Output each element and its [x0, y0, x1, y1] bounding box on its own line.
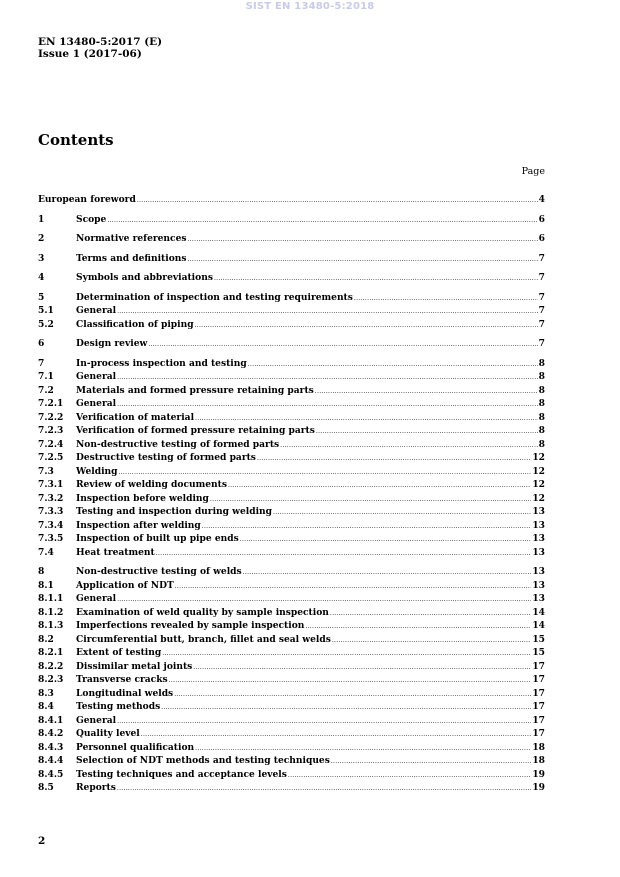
- toc-entry-number: 8.2: [38, 633, 54, 645]
- dot-leader: [210, 493, 531, 507]
- toc-entry-number: 7.3.2: [38, 492, 64, 504]
- page-column-label: Page: [521, 166, 545, 177]
- toc-entry-title[interactable]: Testing techniques and acceptance levels: [76, 768, 287, 780]
- toc-entry-number: 7.2.2: [38, 411, 64, 423]
- toc-entry[interactable]: [38, 384, 545, 398]
- toc-entry-page: 13: [532, 579, 545, 591]
- toc-entry-title[interactable]: Testing and inspection during welding: [76, 506, 273, 517]
- toc-entry-line: [76, 660, 545, 675]
- toc-entry-line: [76, 700, 545, 715]
- toc-entry-page: 17: [532, 701, 545, 712]
- table-of-contents: [38, 193, 545, 795]
- toc-entry-page: 13: [532, 566, 545, 577]
- toc-entry-line: [76, 754, 545, 769]
- toc-entry-title[interactable]: Testing methods: [76, 701, 161, 712]
- toc-entry-title[interactable]: Extent of testing: [76, 647, 162, 658]
- toc-entry-page: 7: [538, 291, 545, 303]
- dot-leader: [188, 253, 538, 267]
- toc-entry[interactable]: [38, 397, 545, 411]
- toc-entry[interactable]: [38, 424, 545, 438]
- toc-entry-page: 8: [538, 425, 545, 436]
- toc-entry-page: 18: [532, 741, 545, 753]
- toc-entry-line: [76, 384, 545, 399]
- toc-entry-line: [76, 438, 545, 453]
- toc-entry-title[interactable]: General: [76, 398, 117, 409]
- toc-entry-number: 8.1.2: [38, 606, 64, 618]
- toc-entry-line: [76, 781, 545, 796]
- toc-entry[interactable]: [38, 465, 545, 479]
- toc-entry-number: 7.4: [38, 546, 54, 558]
- toc-entry-title[interactable]: General: [76, 714, 117, 726]
- dot-leader: [193, 661, 531, 675]
- dot-leader: [107, 214, 537, 228]
- dot-leader: [280, 439, 538, 453]
- toc-entry-line: [76, 579, 545, 594]
- toc-entry-number: 7.3.4: [38, 519, 64, 531]
- toc-entry-line: [76, 741, 545, 756]
- toc-entry-line: [76, 546, 545, 561]
- toc-entry[interactable]: [38, 451, 545, 465]
- dot-leader: [187, 233, 537, 247]
- toc-entry-page: 17: [532, 660, 545, 672]
- toc-entry-number: 6: [38, 338, 45, 349]
- toc-entry-title[interactable]: In-process inspection and testing: [76, 357, 247, 369]
- toc-entry[interactable]: [38, 768, 545, 782]
- toc-entry-line: [76, 252, 545, 267]
- dot-leader: [137, 194, 538, 208]
- toc-entry-page: 19: [532, 782, 545, 793]
- toc-entry-page: 7: [538, 272, 545, 283]
- toc-entry-page: 17: [532, 687, 545, 699]
- toc-entry-number: 8.4.5: [38, 768, 64, 780]
- toc-entry-number: 8.1: [38, 579, 54, 591]
- toc-entry-line: [76, 727, 545, 742]
- toc-entry-number: 8.2.2: [38, 660, 64, 672]
- toc-entry-title[interactable]: Quality level: [76, 728, 140, 739]
- toc-entry-line: [76, 687, 545, 702]
- toc-entry-number: 7.2.4: [38, 438, 64, 450]
- toc-entry-title[interactable]: Heat treatment: [76, 546, 155, 558]
- toc-entry-title[interactable]: Transverse cracks: [76, 674, 168, 685]
- toc-entry[interactable]: [38, 519, 545, 533]
- toc-entry-page: 8: [538, 411, 545, 423]
- toc-entry[interactable]: [38, 741, 545, 755]
- toc-entry-page: 8: [538, 371, 545, 382]
- footer-page-number: 2: [38, 835, 46, 847]
- toc-entry-title[interactable]: Reports: [76, 782, 116, 793]
- toc-entry-number: 4: [38, 272, 45, 283]
- dot-leader: [243, 566, 532, 580]
- toc-entry-title[interactable]: Examination of weld quality by sample inspection: [76, 606, 329, 618]
- toc-entry[interactable]: [38, 714, 545, 728]
- toc-entry-page: 13: [532, 546, 545, 558]
- dot-leader: [117, 305, 538, 319]
- dot-leader: [119, 466, 532, 480]
- toc-entry-title[interactable]: Dissimilar metal joints: [76, 660, 193, 672]
- toc-entry[interactable]: [38, 304, 545, 318]
- toc-entry-page: 7: [538, 252, 545, 264]
- toc-entry-title[interactable]: Destructive testing of formed parts: [76, 452, 256, 463]
- toc-entry-line: [76, 232, 545, 247]
- document-header: [38, 36, 162, 60]
- toc-entry-number: 7.2.5: [38, 452, 64, 463]
- toc-entry-title[interactable]: Personnel qualification: [76, 741, 195, 753]
- toc-entry-number: 7.3.5: [38, 533, 64, 544]
- toc-entry[interactable]: [38, 213, 545, 227]
- toc-entry-title[interactable]: General: [76, 305, 117, 316]
- toc-entry-page: 12: [532, 465, 545, 477]
- toc-entry-number: 8.4.4: [38, 755, 64, 766]
- toc-entry[interactable]: [38, 781, 545, 795]
- dot-leader: [305, 620, 531, 634]
- toc-entry-number: 8.4.2: [38, 728, 64, 739]
- toc-entry-title[interactable]: Application of NDT: [76, 579, 174, 591]
- toc-entry-page: 14: [532, 620, 545, 631]
- toc-entry[interactable]: [38, 478, 545, 492]
- dot-leader: [169, 674, 532, 688]
- dot-leader: [148, 338, 537, 352]
- dot-leader: [202, 520, 532, 534]
- toc-entry-line: [76, 478, 545, 493]
- toc-entry-line: [76, 397, 545, 412]
- toc-entry-line: [76, 411, 545, 426]
- toc-entry-line: [76, 291, 545, 306]
- toc-entry-line: [76, 646, 545, 661]
- toc-entry-page: 13: [532, 506, 545, 517]
- dot-leader: [331, 755, 532, 769]
- toc-entry-page: 13: [532, 519, 545, 531]
- toc-entry-line: [76, 565, 545, 580]
- dot-leader: [195, 412, 538, 426]
- dot-leader: [175, 580, 532, 594]
- toc-entry-title[interactable]: Inspection after welding: [76, 519, 201, 531]
- toc-entry-number: 8: [38, 566, 45, 577]
- toc-entry[interactable]: [38, 727, 545, 741]
- toc-entry-title[interactable]: Symbols and abbreviations: [76, 272, 213, 283]
- toc-entry-page: 17: [532, 674, 545, 685]
- toc-entry-title[interactable]: General: [76, 593, 117, 604]
- toc-entry-title[interactable]: Non-destructive testing of welds: [76, 566, 242, 577]
- dot-leader: [161, 701, 531, 715]
- dot-leader: [332, 634, 532, 648]
- toc-entry-page: 7: [538, 305, 545, 316]
- toc-entry-number: 8.3: [38, 687, 54, 699]
- toc-entry-page: 6: [538, 213, 545, 225]
- toc-entry[interactable]: [38, 532, 545, 546]
- toc-entry[interactable]: [38, 318, 545, 332]
- toc-entry-page: 13: [532, 533, 545, 544]
- toc-entry-number: 2: [38, 233, 45, 244]
- toc-entry-title[interactable]: General: [76, 371, 117, 382]
- toc-entry-number: 5.2: [38, 318, 54, 330]
- toc-entry-line: [76, 370, 545, 385]
- toc-entry[interactable]: [38, 252, 545, 266]
- toc-entry-number: 3: [38, 252, 45, 264]
- dot-leader: [257, 452, 531, 466]
- toc-entry-page: 8: [538, 357, 545, 369]
- toc-entry-line: [76, 424, 545, 439]
- toc-entry-line: [76, 304, 545, 319]
- dot-leader: [240, 533, 532, 547]
- toc-entry-line: [76, 592, 545, 607]
- toc-entry-title[interactable]: Inspection of built up pipe ends: [76, 533, 239, 544]
- toc-entry-line: [76, 619, 545, 634]
- toc-entry-title[interactable]: Design review: [76, 338, 148, 349]
- toc-entry-line: [76, 505, 545, 520]
- toc-entry-line: [76, 357, 545, 372]
- toc-entry[interactable]: [38, 579, 545, 593]
- toc-entry-page: 7: [538, 318, 545, 330]
- toc-entry-title[interactable]: Normative references: [76, 233, 187, 244]
- toc-entry-page: 19: [532, 768, 545, 780]
- toc-entry-number: 5.1: [38, 305, 54, 316]
- toc-entry-line: [76, 213, 545, 228]
- dot-leader: [273, 506, 531, 520]
- toc-entry[interactable]: [38, 271, 545, 285]
- toc-entry-number: 7.2.1: [38, 398, 64, 409]
- toc-entry[interactable]: [38, 633, 545, 647]
- toc-entry-title[interactable]: Review of welding documents: [76, 479, 227, 490]
- dot-leader: [117, 715, 531, 729]
- toc-entry[interactable]: [38, 411, 545, 425]
- toc-entry-page: 17: [532, 728, 545, 739]
- toc-entry-page: 12: [532, 492, 545, 504]
- toc-entry-line: [76, 606, 545, 621]
- toc-entry[interactable]: [38, 291, 545, 305]
- toc-entry-number: 7: [38, 357, 45, 369]
- toc-entry-page: 8: [538, 438, 545, 450]
- dot-leader: [117, 593, 531, 607]
- toc-entry-page: 14: [532, 606, 545, 618]
- dot-leader: [330, 607, 531, 621]
- toc-entry-line: [76, 673, 545, 688]
- toc-entry[interactable]: [38, 505, 545, 519]
- toc-entry[interactable]: [38, 606, 545, 620]
- toc-entry-page: 4: [538, 194, 545, 205]
- dot-leader: [248, 358, 538, 372]
- toc-entry-number: 8.2.3: [38, 674, 64, 685]
- toc-entry-title[interactable]: Welding: [76, 465, 118, 477]
- toc-entry-page: 8: [538, 398, 545, 409]
- toc-entry-number: 8.2.1: [38, 647, 64, 658]
- toc-entry[interactable]: [38, 660, 545, 674]
- toc-entry[interactable]: [38, 565, 545, 579]
- toc-entry-line: [76, 318, 545, 333]
- toc-entry-page: 18: [532, 755, 545, 766]
- toc-entry-title[interactable]: Imperfections revealed by sample inspection: [76, 620, 305, 631]
- standard-number: EN 13480-5:2017 (E): [38, 36, 163, 48]
- toc-entry-title[interactable]: Terms and definitions: [76, 252, 187, 264]
- toc-entry[interactable]: [38, 438, 545, 452]
- toc-entry[interactable]: [38, 357, 545, 371]
- toc-entry-page: 12: [532, 479, 545, 490]
- toc-entry[interactable]: [38, 193, 545, 207]
- toc-entry-title[interactable]: Inspection before welding: [76, 492, 209, 504]
- toc-entry-line: [76, 768, 545, 783]
- dot-leader: [117, 371, 538, 385]
- toc-entry-page: 12: [532, 452, 545, 463]
- toc-entry-line: [76, 271, 545, 286]
- dot-leader: [141, 728, 532, 742]
- toc-entry[interactable]: [38, 646, 545, 660]
- toc-entry[interactable]: [38, 619, 545, 633]
- dot-leader: [195, 742, 531, 756]
- toc-entry-number: 7.3: [38, 465, 54, 477]
- toc-entry-line: [38, 193, 545, 208]
- toc-entry-line: [76, 633, 545, 648]
- dot-leader: [162, 647, 531, 661]
- toc-entry-number: 7.2.3: [38, 425, 64, 436]
- toc-entry[interactable]: [38, 700, 545, 714]
- toc-entry-number: 8.4.1: [38, 714, 64, 726]
- dot-leader: [117, 398, 538, 412]
- toc-entry[interactable]: [38, 337, 545, 351]
- toc-entry-number: 5: [38, 291, 45, 303]
- toc-entry-page: 15: [532, 647, 545, 658]
- dot-leader: [228, 479, 531, 493]
- toc-entry-line: [76, 714, 545, 729]
- toc-entry-title[interactable]: Determination of inspection and testing requirements: [76, 291, 353, 303]
- toc-entry-number: 7.3.3: [38, 506, 64, 517]
- toc-entry-number: 8.1.1: [38, 593, 64, 604]
- toc-entry-title[interactable]: Scope: [76, 213, 107, 225]
- toc-entry-number: 8.4.3: [38, 741, 64, 753]
- toc-entry-number: 8.4: [38, 701, 54, 712]
- toc-entry-line: [76, 492, 545, 507]
- toc-entry[interactable]: [38, 754, 545, 768]
- toc-entry-number: 7.3.1: [38, 479, 64, 490]
- toc-entry-title[interactable]: Longitudinal welds: [76, 687, 174, 699]
- dot-leader: [316, 425, 538, 439]
- dot-leader: [315, 385, 538, 399]
- dot-leader: [195, 319, 538, 333]
- contents-heading: Contents: [38, 131, 114, 149]
- dot-leader: [174, 688, 531, 702]
- watermark-text: SIST EN 13480-5:2018: [245, 1, 375, 12]
- toc-entry-number: 7.1: [38, 371, 54, 382]
- issue-label: Issue 1 (2017-06): [38, 48, 142, 60]
- toc-entry-line: [76, 337, 545, 352]
- toc-entry[interactable]: [38, 370, 545, 384]
- toc-entry-line: [76, 451, 545, 466]
- dot-leader: [156, 547, 532, 561]
- toc-entry-title[interactable]: Classification of piping: [76, 318, 194, 330]
- toc-entry[interactable]: [38, 687, 545, 701]
- toc-entry[interactable]: [38, 232, 545, 246]
- toc-entry[interactable]: [38, 673, 545, 687]
- toc-entry-number: 8.5: [38, 782, 54, 793]
- toc-entry-title[interactable]: Verification of formed pressure retaining parts: [76, 425, 315, 436]
- toc-entry-page: 15: [532, 633, 545, 645]
- toc-entry-page: 13: [532, 593, 545, 604]
- toc-entry-title[interactable]: Materials and formed pressure retaining parts: [76, 384, 314, 396]
- toc-entry-title[interactable]: Selection of NDT methods and testing techniques: [76, 755, 330, 766]
- toc-entry-title[interactable]: European foreword: [38, 194, 136, 205]
- toc-entry-number: 7.2: [38, 384, 54, 396]
- toc-entry-line: [76, 532, 545, 547]
- toc-entry-title[interactable]: Non-destructive testing of formed parts: [76, 438, 280, 450]
- dot-leader: [214, 272, 538, 286]
- toc-entry-title[interactable]: Circumferential butt, branch, fillet and seal welds: [76, 633, 331, 645]
- toc-entry-title[interactable]: Verification of material: [76, 411, 195, 423]
- toc-entry[interactable]: [38, 592, 545, 606]
- toc-entry[interactable]: [38, 546, 545, 560]
- dot-leader: [354, 292, 538, 306]
- toc-entry-line: [76, 465, 545, 480]
- toc-entry-number: 8.1.3: [38, 620, 64, 631]
- toc-entry-number: 1: [38, 213, 45, 225]
- dot-leader: [117, 782, 531, 796]
- toc-entry-page: 7: [538, 338, 545, 349]
- toc-entry-page: 8: [538, 384, 545, 396]
- toc-entry[interactable]: [38, 492, 545, 506]
- dot-leader: [288, 769, 531, 783]
- toc-entry-page: 17: [532, 714, 545, 726]
- toc-entry-line: [76, 519, 545, 534]
- toc-entry-page: 6: [538, 233, 545, 244]
